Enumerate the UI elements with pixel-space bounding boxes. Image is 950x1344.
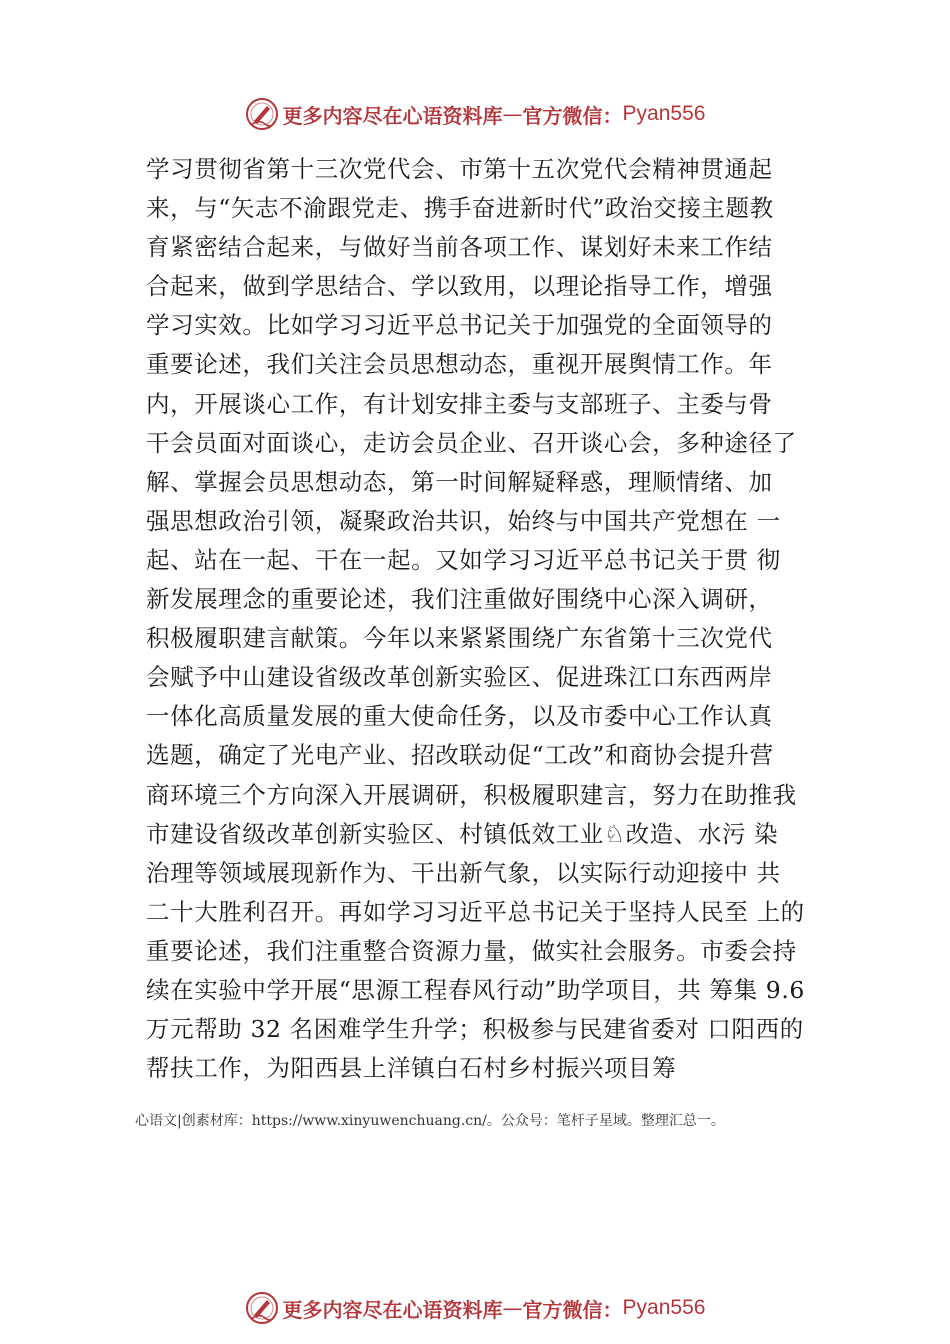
body-line: 育紧密结合起来，与做好当前各项工作、谋划好未来工作结 <box>146 233 773 262</box>
body-line: 治理等领域展现新作为、干出新气象，以实际行动迎接中 共 <box>146 858 781 887</box>
body-line: 商环境三个方向深入开展调研，积极履职建言，努力在助推我 <box>146 780 797 809</box>
body-line: 解、掌握会员思想动态，第一时间解疑释惑，理顺情绪、加 <box>146 467 773 496</box>
banner-wechat-id: Pyan556 <box>622 102 706 125</box>
banner-wechat-id: Pyan556 <box>622 1296 706 1319</box>
footer-banner <box>0 1286 950 1330</box>
body-line: 一体化高质量发展的重大使命任务，以及市委中心工作认真 <box>146 702 773 731</box>
body-line: 选题，确定了光电产业、招改联动促“工改”和商协会提升营 <box>146 741 774 770</box>
header-banner <box>0 92 950 136</box>
body-line: 二十大胜利召开。再如学习习近平总书记关于坚持人民至 上的 <box>146 897 805 926</box>
body-line: 重要论述，我们关注会员思想动态，重视开展舆情工作。年 <box>146 350 773 379</box>
body-line: 市建设省级改革创新实验区、村镇低效工业♘改造、水污 染 <box>146 819 779 848</box>
body-line: 学习实效。比如学习习近平总书记关于加强党的全面领导的 <box>146 311 773 340</box>
body-line: 万元帮助 32 名困难学生升学；积极参与民建省委对 口阳西的 <box>146 1015 804 1044</box>
banner-title: 更多内容尽在心语资料库 <box>282 1297 503 1322</box>
body-line: 会赋予中山建设省级改革创新实验区、促进珠江口东西两岸 <box>146 663 773 692</box>
body-line: 积极履职建言献策。今年以来紧紧围绕广东省第十三次党代 <box>146 624 773 653</box>
body-line: 强思想政治引领，凝聚政治共识，始终与中国共产党想在 一 <box>146 506 781 535</box>
banner-wechat-label: 官方微信： <box>522 103 623 128</box>
banner-separator: — <box>502 1296 523 1320</box>
body-line: 帮扶工作，为阳西县上洋镇白石村乡村振兴项目筹 <box>146 1054 677 1083</box>
body-line: 重要论述，我们注重整合资源力量，做实社会服务。市委会持 <box>146 936 797 965</box>
body-line: 续在实验中学开展“思源工程春风行动”助学项目，共 筹集 9.6 <box>146 975 805 1004</box>
body-line: 来，与“矢志不渝跟党走、携手奋进新时代”政治交接主题教 <box>146 194 774 223</box>
banner-separator: — <box>502 102 523 126</box>
body-line: 新发展理念的重要论述，我们注重做好围绕中心深入调研， <box>146 585 773 614</box>
banner-title: 更多内容尽在心语资料库 <box>282 103 503 128</box>
body-line: 干会员面对面谈心，走访会员企业、召开谈心会，多种途径了 <box>146 428 797 457</box>
pen-signature-logo-icon <box>245 1291 279 1325</box>
pen-signature-logo-icon <box>245 97 279 131</box>
body-line: 合起来，做到学思结合、学以致用，以理论指导工作，增强 <box>146 272 773 301</box>
body-line: 学习贯彻省第十三次党代会、市第十五次党代会精神贯通起 <box>146 155 773 183</box>
document-body <box>146 150 836 1088</box>
banner-wechat-label: 官方微信： <box>522 1297 623 1322</box>
body-line: 起、站在一起、干在一起。又如学习习近平总书记关于贯 彻 <box>146 545 781 574</box>
source-footnote: 心语文|创素材库：https://www.xinyuwenchuang.cn/。公众号：笔杆子星域。整理汇总一。 <box>135 1113 725 1129</box>
body-line: 内，开展谈心工作，有计划安排主委与支部班子、主委与骨 <box>146 389 773 418</box>
